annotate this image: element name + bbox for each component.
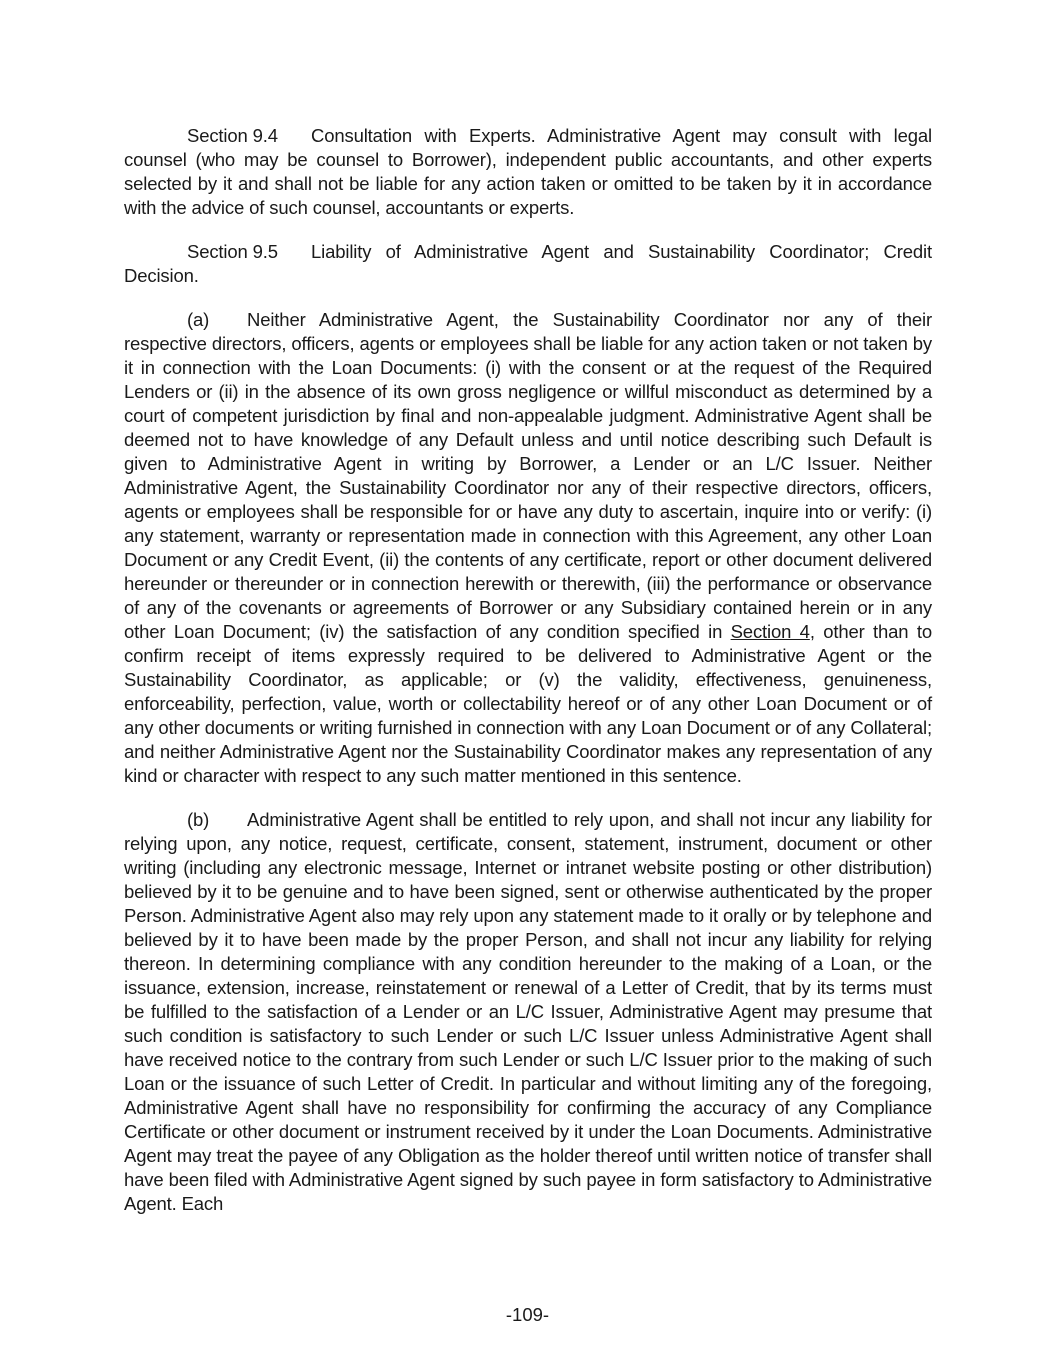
- paragraph-label: (b): [187, 809, 210, 830]
- section-number: Section 9.5: [187, 241, 278, 262]
- document-page: [124, 124, 932, 1216]
- section-4-reference[interactable]: Section 4: [730, 621, 810, 642]
- section-number: Section 9.4: [187, 125, 278, 146]
- section-text: Consultation with Experts. Administrative Agent may consult with legal counsel (who may be counsel to Borrower), independent public accountants, and other experts selected by it and shall not be liable for any action taken or omitted to be taken by it in accordance with the advice of such counsel, accountants or experts.: [124, 125, 932, 218]
- paragraph-text: Administrative Agent shall be entitled to rely upon, and shall not incur any liability for relying upon, any notice, request, certificate, consent, statement, instrument, document or other writing (including any electronic message, Internet or intranet website posting or other distribution) believed by it to be genuine and to have been signed, sent or otherwise authenticated by the proper Person. Administrative Agent also may rely upon any statement made to it orally or by telephone and believed by it to have been made by the proper Person, and shall not incur any liability for relying thereon. In determining compliance with any condition hereunder to the making of a Loan, or the issuance, extension, increase, reinstatement or renewal of a Letter of Credit, that by its terms must be fulfilled to the satisfaction of a Lender or an L/C Issuer, Administrative Agent may presume that such condition is satisfactory to such Lender or such L/C Issuer unless Administrative Agent shall have received notice to the contrary from such Lender or such L/C Issuer prior to the making of such Loan or the issuance of such Letter of Credit. In particular and without limiting any of the foregoing, Administrative Agent shall have no responsibility for confirming the accuracy of any Compliance Certificate or other document or instrument received by it under the Loan Documents. Administrative Agent may treat the payee of any Obligation as the holder thereof until written notice of transfer shall have been filed with Administrative Agent signed by such payee in form satisfactory to Administrative Agent. Each: [124, 809, 932, 1214]
- paragraph-a: [124, 308, 932, 788]
- section-9-4: [124, 124, 932, 220]
- paragraph-text-continued: , other than to confirm receipt of items expressly required to be delivered to Administrative Agent or the Sustainability Coordinator, as applicable; or (v) the validity, effectiveness, genuineness, enforceability, perfection, value, worth or collectability hereof or of any other Loan Document or of any other documents or writing furnished in connection with any Loan Document or of any Collateral; and neither Administrative Agent nor the Sustainability Coordinator makes any representation of any kind or character with respect to any such matter mentioned in this sentence.: [124, 621, 932, 786]
- section-9-5: [124, 240, 932, 288]
- paragraph-b: [124, 808, 932, 1216]
- paragraph-label: (a): [187, 309, 210, 330]
- paragraph-text: Neither Administrative Agent, the Sustainability Coordinator nor any of their respective directors, officers, agents or employees shall be liable for any action taken or not taken by it in connection with the Loan Documents: (i) with the consent or at the request of the Required Lenders or (ii) in the absence of its own gross negligence or willful misconduct as determined by a court of competent jurisdiction by final and non-appealable judgment. Administrative Agent shall be deemed not to have knowledge of any Default unless and until notice describing such Default is given to Administrative Agent in writing by Borrower, a Lender or an L/C Issuer. Neither Administrative Agent, the Sustainability Coordinator nor any of their respective directors, officers, agents or employees shall be responsible for or have any duty to ascertain, inquire into or verify: (i) any statement, warranty or representation made in connection with this Agreement, any other Loan Document or any Credit Event, (ii) the contents of any certificate, report or other document delivered hereunder or thereunder or in connection herewith or therewith, (iii) the performance or observance of any of the covenants or agreements of Borrower or any Subsidiary contained herein or in any other Loan Document; (iv) the satisfaction of any condition specified in: [124, 309, 932, 642]
- section-heading: Liability of Administrative Agent and Sustainability Coordinator; Credit Decision.: [124, 241, 932, 286]
- page-number: -109-: [505, 1304, 550, 1325]
